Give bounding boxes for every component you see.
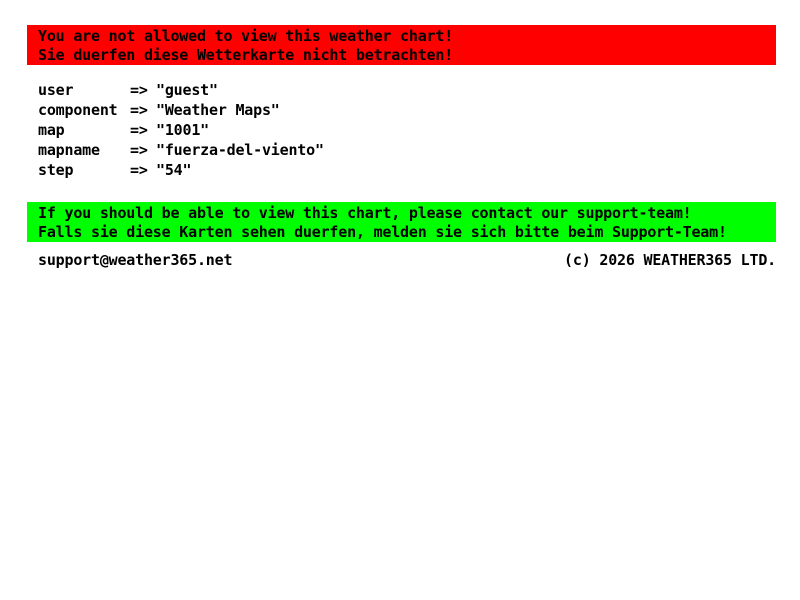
support-email: support@weather365.net — [38, 251, 233, 269]
arrow-glyph: => — [130, 161, 148, 179]
detail-value: "1001" — [156, 121, 209, 139]
arrow-glyph: => — [130, 141, 148, 159]
arrow-glyph: => — [130, 101, 148, 119]
detail-key: step — [38, 161, 74, 179]
detail-key: user — [38, 81, 74, 99]
detail-value: "Weather Maps" — [156, 101, 280, 119]
access-denied-banner — [27, 25, 776, 65]
detail-value: "fuerza-del-viento" — [156, 141, 324, 159]
detail-key: component — [38, 101, 118, 119]
request-details — [38, 80, 324, 180]
access-denied-line-en: You are not allowed to view this weather chart! — [38, 27, 454, 45]
arrow-glyph: => — [130, 121, 148, 139]
detail-row-step — [38, 160, 324, 180]
access-denied-line-de: Sie duerfen diese Wetterkarte nicht betrachten! — [38, 46, 454, 64]
detail-value: "54" — [156, 161, 192, 179]
footer — [38, 250, 776, 270]
arrow-glyph: => — [130, 81, 148, 99]
detail-value: "guest" — [156, 81, 218, 99]
detail-row-user — [38, 80, 324, 100]
contact-support-line-de: Falls sie diese Karten sehen duerfen, melden sie sich bitte beim Support-Team! — [38, 223, 727, 241]
detail-row-mapname — [38, 140, 324, 160]
detail-row-component — [38, 100, 324, 120]
contact-support-banner — [27, 202, 776, 242]
detail-key: map — [38, 121, 65, 139]
detail-key: mapname — [38, 141, 100, 159]
copyright-notice: (c) 2026 WEATHER365 LTD. — [564, 251, 776, 269]
detail-row-map — [38, 120, 324, 140]
contact-support-line-en: If you should be able to view this chart, please contact our support-team! — [38, 204, 692, 222]
